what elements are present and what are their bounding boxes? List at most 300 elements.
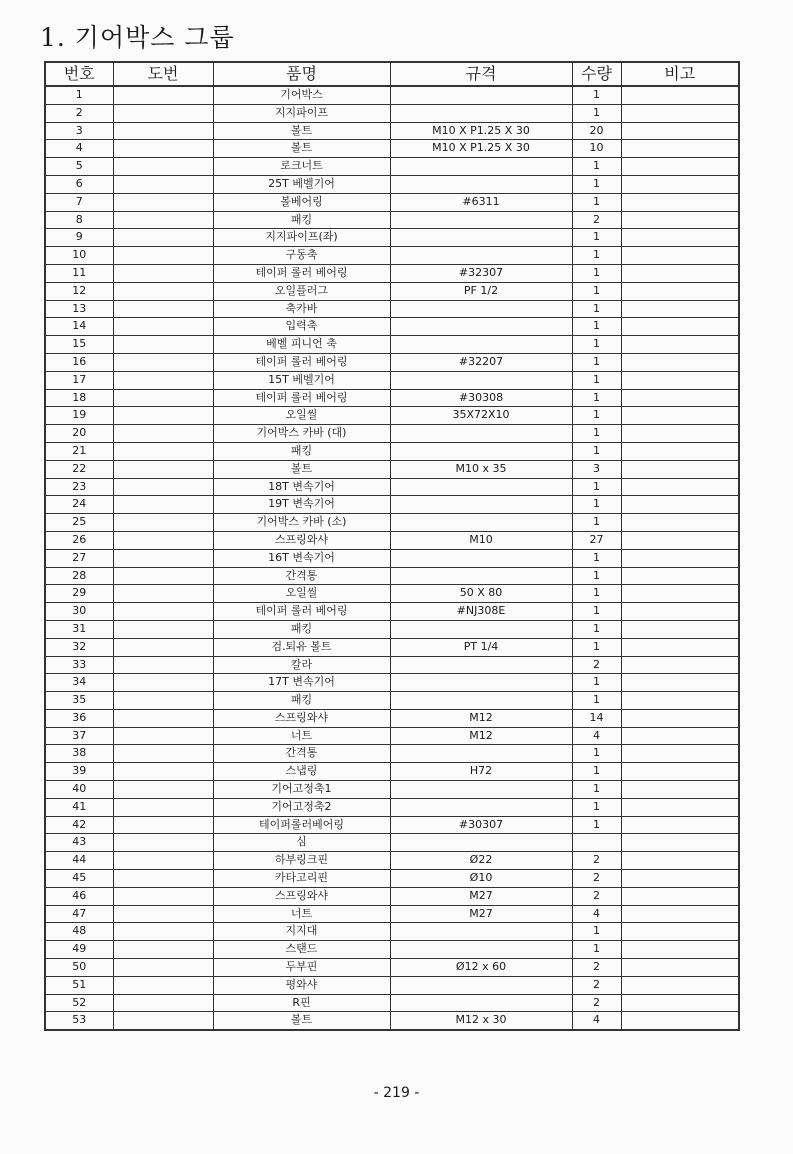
- cell-part-name: 19T 변속기어: [213, 496, 390, 514]
- table-header-row: [45, 62, 739, 86]
- cell-note: [621, 674, 739, 692]
- cell-no: 47: [45, 905, 113, 923]
- cell-figure: [113, 798, 213, 816]
- table-row: [45, 834, 739, 852]
- cell-spec: [390, 371, 572, 389]
- header-part-name: 품명: [213, 62, 390, 86]
- cell-spec: [390, 994, 572, 1012]
- cell-part-name: 볼트: [213, 1012, 390, 1030]
- cell-note: [621, 425, 739, 443]
- table-row: [45, 353, 739, 371]
- cell-note: [621, 514, 739, 532]
- cell-part-name: 패킹: [213, 211, 390, 229]
- cell-spec: PF 1/2: [390, 282, 572, 300]
- cell-spec: 50 X 80: [390, 585, 572, 603]
- cell-spec: [390, 478, 572, 496]
- cell-no: 35: [45, 692, 113, 710]
- cell-spec: [390, 514, 572, 532]
- table-row: [45, 478, 739, 496]
- cell-no: 39: [45, 763, 113, 781]
- page-number: - 219 -: [373, 1085, 420, 1101]
- cell-quantity: 2: [572, 870, 621, 888]
- cell-figure: [113, 531, 213, 549]
- cell-spec: [390, 549, 572, 567]
- cell-no: 42: [45, 816, 113, 834]
- cell-no: 10: [45, 247, 113, 265]
- cell-no: 32: [45, 638, 113, 656]
- table-row: [45, 264, 739, 282]
- cell-figure: [113, 834, 213, 852]
- header-note: 비고: [621, 62, 739, 86]
- cell-no: 36: [45, 709, 113, 727]
- cell-quantity: 1: [572, 86, 621, 104]
- cell-no: 44: [45, 852, 113, 870]
- cell-quantity: 2: [572, 211, 621, 229]
- cell-spec: M27: [390, 887, 572, 905]
- parts-table: [44, 61, 740, 1031]
- cell-figure: [113, 104, 213, 122]
- cell-spec: [390, 158, 572, 176]
- cell-note: [621, 567, 739, 585]
- cell-part-name: 볼트: [213, 122, 390, 140]
- cell-part-name: 기어박스: [213, 86, 390, 104]
- cell-part-name: 기어박스 카바 (소): [213, 514, 390, 532]
- cell-no: 14: [45, 318, 113, 336]
- cell-no: 3: [45, 122, 113, 140]
- cell-figure: [113, 549, 213, 567]
- table-row: [45, 247, 739, 265]
- table-row: [45, 407, 739, 425]
- cell-note: [621, 656, 739, 674]
- cell-note: [621, 247, 739, 265]
- cell-spec: [390, 425, 572, 443]
- cell-quantity: 1: [572, 496, 621, 514]
- cell-spec: #30307: [390, 816, 572, 834]
- cell-note: [621, 300, 739, 318]
- cell-figure: [113, 389, 213, 407]
- cell-part-name: 기어고정축2: [213, 798, 390, 816]
- cell-no: 29: [45, 585, 113, 603]
- cell-figure: [113, 300, 213, 318]
- cell-part-name: 스프링와샤: [213, 887, 390, 905]
- cell-no: 28: [45, 567, 113, 585]
- cell-no: 53: [45, 1012, 113, 1030]
- table-row: [45, 763, 739, 781]
- cell-spec: Ø10: [390, 870, 572, 888]
- cell-note: [621, 389, 739, 407]
- cell-spec: [390, 318, 572, 336]
- cell-quantity: 1: [572, 353, 621, 371]
- cell-note: [621, 781, 739, 799]
- cell-no: 9: [45, 229, 113, 247]
- cell-spec: [390, 86, 572, 104]
- cell-spec: #NJ308E: [390, 603, 572, 621]
- cell-quantity: 1: [572, 816, 621, 834]
- cell-figure: [113, 371, 213, 389]
- cell-no: 50: [45, 959, 113, 977]
- cell-note: [621, 1012, 739, 1030]
- cell-quantity: 1: [572, 692, 621, 710]
- cell-quantity: 1: [572, 638, 621, 656]
- cell-no: 15: [45, 336, 113, 354]
- table-row: [45, 140, 739, 158]
- cell-note: [621, 496, 739, 514]
- cell-part-name: 심: [213, 834, 390, 852]
- cell-quantity: 1: [572, 104, 621, 122]
- cell-no: 30: [45, 603, 113, 621]
- cell-figure: [113, 887, 213, 905]
- cell-quantity: 1: [572, 674, 621, 692]
- cell-figure: [113, 994, 213, 1012]
- cell-part-name: 스냅링: [213, 763, 390, 781]
- cell-quantity: [572, 834, 621, 852]
- cell-part-name: 패킹: [213, 620, 390, 638]
- cell-part-name: 테이퍼 롤러 베어링: [213, 353, 390, 371]
- cell-spec: M10 x 35: [390, 460, 572, 478]
- cell-quantity: 2: [572, 959, 621, 977]
- table-row: [45, 959, 739, 977]
- cell-part-name: 검.퇴유 볼트: [213, 638, 390, 656]
- cell-quantity: 2: [572, 994, 621, 1012]
- cell-figure: [113, 852, 213, 870]
- cell-note: [621, 264, 739, 282]
- cell-part-name: 너트: [213, 905, 390, 923]
- cell-part-name: 평와샤: [213, 976, 390, 994]
- cell-quantity: 1: [572, 603, 621, 621]
- cell-no: 51: [45, 976, 113, 994]
- table-row: [45, 158, 739, 176]
- cell-figure: [113, 211, 213, 229]
- cell-part-name: 하부링크핀: [213, 852, 390, 870]
- cell-figure: [113, 407, 213, 425]
- cell-quantity: 1: [572, 229, 621, 247]
- cell-figure: [113, 567, 213, 585]
- cell-spec: #6311: [390, 193, 572, 211]
- cell-quantity: 2: [572, 852, 621, 870]
- cell-note: [621, 211, 739, 229]
- cell-quantity: 1: [572, 175, 621, 193]
- cell-no: 38: [45, 745, 113, 763]
- cell-part-name: 25T 베벨기어: [213, 175, 390, 193]
- cell-part-name: 기어박스 카바 (대): [213, 425, 390, 443]
- cell-no: 1: [45, 86, 113, 104]
- cell-figure: [113, 727, 213, 745]
- cell-note: [621, 798, 739, 816]
- cell-quantity: 14: [572, 709, 621, 727]
- cell-quantity: 1: [572, 407, 621, 425]
- table-row: [45, 620, 739, 638]
- cell-no: 26: [45, 531, 113, 549]
- table-row: [45, 496, 739, 514]
- cell-note: [621, 549, 739, 567]
- cell-figure: [113, 709, 213, 727]
- table-row: [45, 816, 739, 834]
- table-row: [45, 300, 739, 318]
- cell-spec: M27: [390, 905, 572, 923]
- cell-spec: [390, 336, 572, 354]
- cell-part-name: 지지파이프: [213, 104, 390, 122]
- cell-part-name: R핀: [213, 994, 390, 1012]
- cell-no: 12: [45, 282, 113, 300]
- cell-quantity: 1: [572, 549, 621, 567]
- table-row: [45, 104, 739, 122]
- cell-note: [621, 442, 739, 460]
- table-row: [45, 211, 739, 229]
- cell-spec: [390, 620, 572, 638]
- cell-quantity: 1: [572, 336, 621, 354]
- cell-note: [621, 887, 739, 905]
- cell-no: 6: [45, 175, 113, 193]
- cell-figure: [113, 86, 213, 104]
- cell-note: [621, 104, 739, 122]
- table-row: [45, 674, 739, 692]
- cell-quantity: 1: [572, 585, 621, 603]
- cell-note: [621, 585, 739, 603]
- cell-part-name: 지지파이프(좌): [213, 229, 390, 247]
- cell-spec: [390, 745, 572, 763]
- table-row: [45, 727, 739, 745]
- cell-figure: [113, 959, 213, 977]
- table-row: [45, 745, 739, 763]
- cell-no: 7: [45, 193, 113, 211]
- table-row: [45, 976, 739, 994]
- table-row: [45, 798, 739, 816]
- cell-note: [621, 175, 739, 193]
- cell-note: [621, 603, 739, 621]
- table-row: [45, 175, 739, 193]
- cell-no: 21: [45, 442, 113, 460]
- cell-no: 46: [45, 887, 113, 905]
- cell-part-name: 로크너트: [213, 158, 390, 176]
- cell-part-name: 간격통: [213, 745, 390, 763]
- cell-no: 20: [45, 425, 113, 443]
- cell-no: 33: [45, 656, 113, 674]
- cell-spec: #32307: [390, 264, 572, 282]
- table-row: [45, 460, 739, 478]
- cell-figure: [113, 175, 213, 193]
- cell-note: [621, 994, 739, 1012]
- cell-note: [621, 727, 739, 745]
- cell-spec: [390, 229, 572, 247]
- cell-note: [621, 86, 739, 104]
- cell-part-name: 두부핀: [213, 959, 390, 977]
- cell-quantity: 2: [572, 887, 621, 905]
- cell-quantity: 1: [572, 282, 621, 300]
- cell-figure: [113, 941, 213, 959]
- cell-no: 17: [45, 371, 113, 389]
- cell-figure: [113, 442, 213, 460]
- cell-no: 37: [45, 727, 113, 745]
- cell-note: [621, 371, 739, 389]
- cell-note: [621, 229, 739, 247]
- cell-part-name: 오일씰: [213, 407, 390, 425]
- table-row: [45, 781, 739, 799]
- cell-no: 48: [45, 923, 113, 941]
- cell-note: [621, 318, 739, 336]
- cell-part-name: 17T 변속기어: [213, 674, 390, 692]
- table-row: [45, 371, 739, 389]
- cell-note: [621, 692, 739, 710]
- cell-no: 45: [45, 870, 113, 888]
- cell-spec: [390, 567, 572, 585]
- cell-part-name: 패킹: [213, 442, 390, 460]
- table-row: [45, 923, 739, 941]
- cell-quantity: 27: [572, 531, 621, 549]
- cell-no: 2: [45, 104, 113, 122]
- cell-part-name: 스프링와샤: [213, 709, 390, 727]
- cell-part-name: 구동축: [213, 247, 390, 265]
- cell-note: [621, 959, 739, 977]
- cell-part-name: 스프링와샤: [213, 531, 390, 549]
- table-row: [45, 549, 739, 567]
- cell-figure: [113, 976, 213, 994]
- cell-part-name: 테이퍼 롤러 베어링: [213, 264, 390, 282]
- table-row: [45, 86, 739, 104]
- cell-no: 13: [45, 300, 113, 318]
- cell-part-name: 스탠드: [213, 941, 390, 959]
- cell-no: 4: [45, 140, 113, 158]
- cell-part-name: 볼베어링: [213, 193, 390, 211]
- cell-figure: [113, 478, 213, 496]
- cell-spec: [390, 104, 572, 122]
- cell-figure: [113, 264, 213, 282]
- table-row: [45, 585, 739, 603]
- cell-part-name: 베벨 피니언 축: [213, 336, 390, 354]
- cell-spec: [390, 923, 572, 941]
- cell-figure: [113, 745, 213, 763]
- header-spec: 규격: [390, 62, 572, 86]
- cell-figure: [113, 514, 213, 532]
- cell-part-name: 테이퍼롤러베어링: [213, 816, 390, 834]
- cell-figure: [113, 282, 213, 300]
- cell-figure: [113, 638, 213, 656]
- cell-part-name: 볼트: [213, 460, 390, 478]
- cell-quantity: 1: [572, 941, 621, 959]
- cell-no: 8: [45, 211, 113, 229]
- cell-no: 41: [45, 798, 113, 816]
- cell-quantity: 1: [572, 158, 621, 176]
- cell-no: 52: [45, 994, 113, 1012]
- cell-part-name: 오일플러그: [213, 282, 390, 300]
- cell-quantity: 2: [572, 656, 621, 674]
- cell-figure: [113, 656, 213, 674]
- cell-spec: M12: [390, 727, 572, 745]
- cell-part-name: 오일씰: [213, 585, 390, 603]
- page-title: 1. 기어박스 그룹: [40, 23, 235, 52]
- table-row: [45, 389, 739, 407]
- cell-spec: [390, 175, 572, 193]
- cell-figure: [113, 905, 213, 923]
- cell-part-name: 15T 베벨기어: [213, 371, 390, 389]
- cell-note: [621, 709, 739, 727]
- cell-note: [621, 905, 739, 923]
- cell-spec: [390, 798, 572, 816]
- cell-note: [621, 638, 739, 656]
- cell-part-name: 테이퍼 롤러 베어링: [213, 389, 390, 407]
- cell-part-name: 16T 변속기어: [213, 549, 390, 567]
- table-row: [45, 656, 739, 674]
- table-row: [45, 870, 739, 888]
- cell-spec: [390, 247, 572, 265]
- cell-figure: [113, 870, 213, 888]
- cell-quantity: 4: [572, 1012, 621, 1030]
- cell-figure: [113, 140, 213, 158]
- header-quantity: 수량: [572, 62, 621, 86]
- cell-figure: [113, 1012, 213, 1030]
- cell-no: 19: [45, 407, 113, 425]
- cell-figure: [113, 585, 213, 603]
- cell-figure: [113, 923, 213, 941]
- cell-figure: [113, 692, 213, 710]
- cell-spec: [390, 300, 572, 318]
- cell-spec: [390, 442, 572, 460]
- cell-figure: [113, 460, 213, 478]
- table-row: [45, 603, 739, 621]
- cell-part-name: 기어고정축1: [213, 781, 390, 799]
- cell-note: [621, 531, 739, 549]
- table-row: [45, 425, 739, 443]
- cell-spec: [390, 496, 572, 514]
- cell-note: [621, 941, 739, 959]
- cell-no: 24: [45, 496, 113, 514]
- table-row: [45, 1012, 739, 1030]
- cell-quantity: 1: [572, 247, 621, 265]
- cell-part-name: 입력축: [213, 318, 390, 336]
- header-figure: 도번: [113, 62, 213, 86]
- cell-part-name: 테이퍼 롤러 베어링: [213, 603, 390, 621]
- cell-quantity: 1: [572, 514, 621, 532]
- cell-note: [621, 478, 739, 496]
- cell-figure: [113, 193, 213, 211]
- cell-figure: [113, 318, 213, 336]
- cell-spec: [390, 781, 572, 799]
- cell-quantity: 1: [572, 478, 621, 496]
- table-row: [45, 336, 739, 354]
- table-row: [45, 318, 739, 336]
- cell-quantity: 1: [572, 798, 621, 816]
- cell-note: [621, 976, 739, 994]
- header-no: 번호: [45, 62, 113, 86]
- cell-quantity: 1: [572, 264, 621, 282]
- cell-quantity: 1: [572, 745, 621, 763]
- cell-note: [621, 407, 739, 425]
- cell-quantity: 1: [572, 442, 621, 460]
- cell-spec: M10 X P1.25 X 30: [390, 140, 572, 158]
- cell-spec: [390, 834, 572, 852]
- cell-quantity: 1: [572, 620, 621, 638]
- cell-quantity: 4: [572, 727, 621, 745]
- table-row: [45, 994, 739, 1012]
- cell-spec: #32207: [390, 353, 572, 371]
- cell-quantity: 4: [572, 905, 621, 923]
- table-row: [45, 514, 739, 532]
- cell-note: [621, 923, 739, 941]
- cell-quantity: 20: [572, 122, 621, 140]
- table-row: [45, 567, 739, 585]
- cell-quantity: 1: [572, 923, 621, 941]
- cell-quantity: 1: [572, 193, 621, 211]
- cell-spec: Ø22: [390, 852, 572, 870]
- cell-note: [621, 193, 739, 211]
- cell-figure: [113, 496, 213, 514]
- cell-note: [621, 122, 739, 140]
- cell-quantity: 1: [572, 300, 621, 318]
- cell-spec: PT 1/4: [390, 638, 572, 656]
- cell-quantity: 1: [572, 318, 621, 336]
- cell-spec: M10: [390, 531, 572, 549]
- cell-no: 31: [45, 620, 113, 638]
- cell-spec: H72: [390, 763, 572, 781]
